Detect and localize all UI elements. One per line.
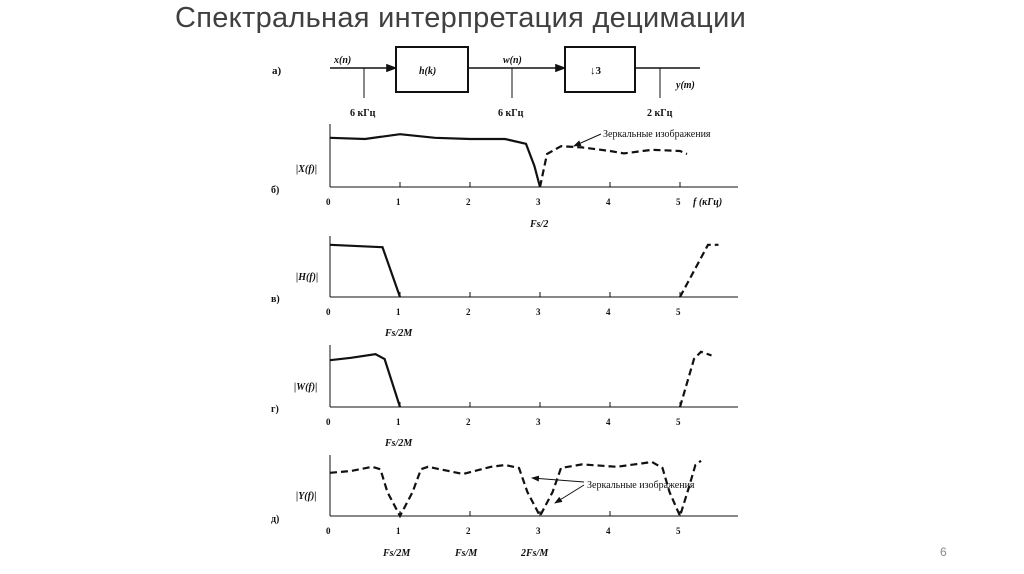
panel-b-tick-3: 3 [536, 197, 541, 207]
panel-g-fs2m-label: Fs/2M [385, 438, 413, 449]
panel-g-tick-2: 2 [466, 417, 471, 427]
panel-g-tick-0: 0 [326, 417, 331, 427]
panel-v-label: в) [271, 294, 280, 305]
panel-b-mirror-arrow [574, 134, 601, 146]
panel-d-tick-4: 4 [606, 526, 611, 536]
panel-d-fs2m-label: Fs/2M [383, 548, 411, 559]
panel-v-tick-labels [326, 307, 681, 317]
panel-g-tick-5: 5 [676, 417, 681, 427]
panel-g-tick-1: 1 [396, 417, 401, 427]
panel-d-tick-0: 0 [326, 526, 331, 536]
intermediate-rate-label: 6 кГц [498, 108, 524, 119]
panel-g-tick-labels [326, 417, 681, 427]
slide-title: Спектральная интерпретация децимации [175, 2, 747, 34]
panel-v-solid-curve [330, 245, 400, 297]
panel-b-x-unit: f (кГц) [693, 197, 723, 208]
panel-d-mirror-arrow-1 [532, 478, 584, 482]
panel-b-fs2-label: Fs/2 [530, 219, 549, 230]
panel-d-label: д) [271, 514, 280, 525]
panel-v-fs2m-label: Fs/2M [385, 328, 413, 339]
panel-g-ylabel: |W(f)| [294, 382, 318, 393]
page-number: 6 [940, 545, 947, 559]
panel-v-tick-5: 5 [676, 307, 681, 317]
panel-g-tick-4: 4 [606, 417, 611, 427]
panel-v-tick-0: 0 [326, 307, 331, 317]
panel-d [271, 455, 738, 559]
panel-g-solid-curve [330, 354, 400, 407]
panel-b-tick-5: 5 [676, 197, 681, 207]
panel-b-tick-0: 0 [326, 197, 331, 207]
panel-b-tick-4: 4 [606, 197, 611, 207]
panel-d-mirror-images-label [587, 480, 695, 491]
input-signal-label: x(n) [334, 55, 352, 66]
panel-d-tick-2: 2 [466, 526, 471, 536]
panel-v-ylabel: |H(f)| [296, 272, 319, 283]
panel-d-ylabel: |Y(f)| [296, 491, 317, 502]
panel-b-ylabel: |X(f)| [296, 164, 318, 175]
panel-d-mirror-images-text: Зеркальные изображения [587, 480, 695, 491]
filter-block-label: h(k) [419, 66, 437, 77]
panel-v-tick-3: 3 [536, 307, 541, 317]
panel-d-tick-1: 1 [396, 526, 401, 536]
panel-d-tick-3: 3 [536, 526, 541, 536]
block-diagram-label: а) [272, 65, 282, 77]
panel-g-label: г) [271, 404, 279, 415]
input-rate-label: 6 кГц [350, 108, 376, 119]
panel-b-tick-2: 2 [466, 197, 471, 207]
panel-b-solid-curve [330, 134, 540, 187]
panel-g-tick-3: 3 [536, 417, 541, 427]
panel-b-label: б) [271, 185, 280, 196]
panel-v-tick-2: 2 [466, 307, 471, 317]
panel-d-2fsm-label: 2Fs/M [521, 548, 549, 559]
panel-d-fsm-label: Fs/M [455, 548, 478, 559]
panel-g-dashed-curve [680, 352, 712, 407]
output-signal-label: y(m) [676, 80, 695, 91]
panel-d-mirror-arrow-2 [555, 485, 584, 503]
panel-b-tick-labels [326, 197, 681, 207]
panel-b-tick-1: 1 [396, 197, 401, 207]
block-diagram [272, 47, 700, 119]
panel-v [271, 236, 738, 339]
panel-v-tick-4: 4 [606, 307, 611, 317]
panel-v-tick-1: 1 [396, 307, 401, 317]
panel-b-dashed-curve [540, 146, 687, 187]
panel-g [271, 345, 738, 449]
panel-d-tick-labels [326, 526, 681, 536]
panel-b [271, 124, 738, 230]
panel-d-tick-5: 5 [676, 526, 681, 536]
panel-b-mirror-images-label: Зеркальные изображения [603, 129, 711, 140]
intermediate-signal-label: w(n) [503, 55, 522, 66]
panel-v-dashed-curve [680, 245, 719, 297]
decimator-block-label: ↓3 [590, 65, 601, 77]
output-rate-label: 2 кГц [647, 108, 673, 119]
